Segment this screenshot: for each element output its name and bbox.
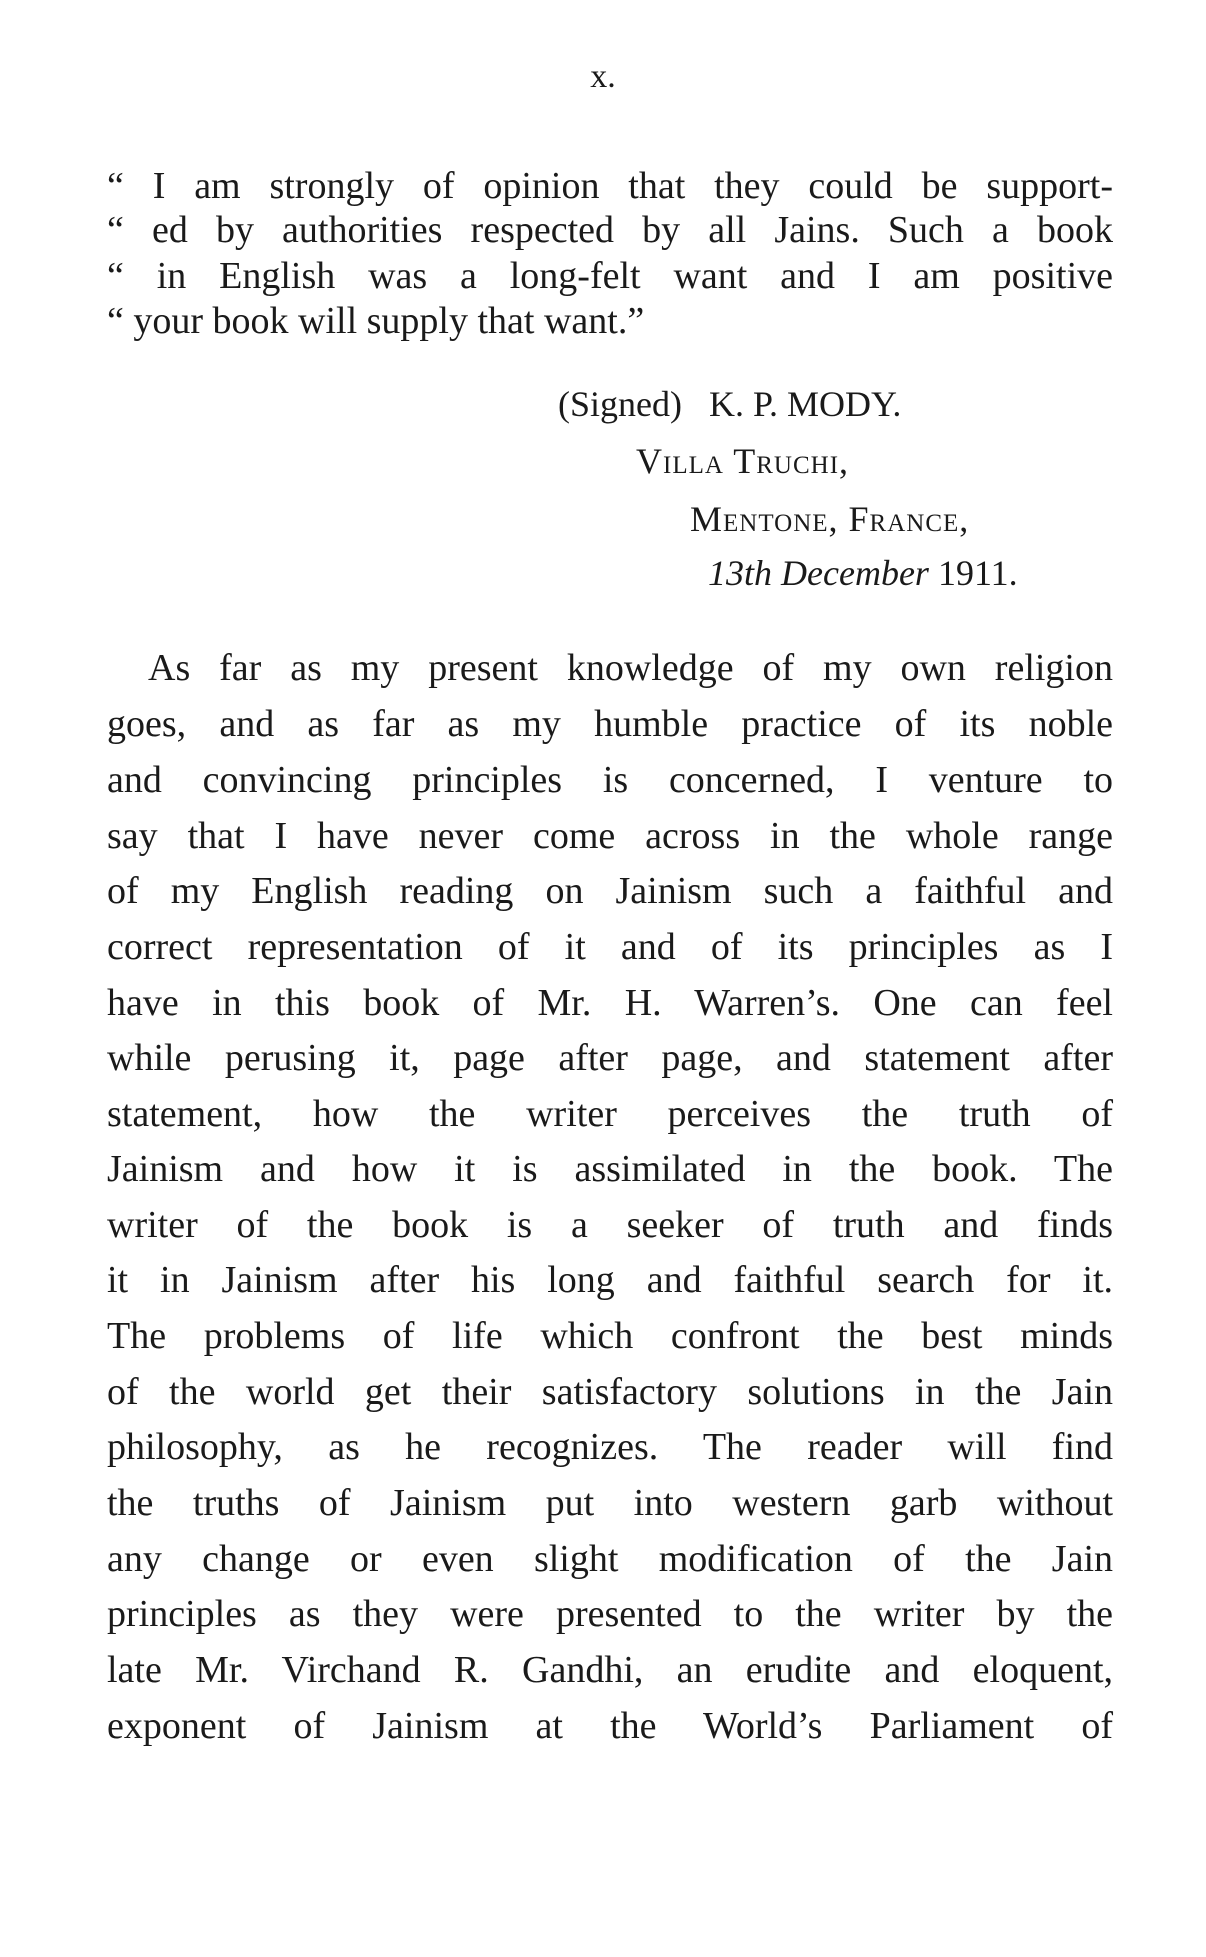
quote-line: “ your book will supply that want.” bbox=[107, 300, 645, 342]
address-line-1: Villa Truchi, bbox=[636, 441, 850, 481]
paragraph-line: it in Jainism after his long and faithful search for it. bbox=[107, 1259, 1113, 1301]
paragraph-line: say that I have never come across in the whole range bbox=[107, 815, 1113, 857]
signed-label: (Signed) bbox=[558, 384, 682, 424]
paragraph-line: goes, and as far as my humble practice of its noble bbox=[107, 703, 1113, 745]
address-line-2: Mentone, France, bbox=[690, 499, 970, 539]
date-month: December bbox=[781, 553, 929, 593]
paragraph-line: statement, how the writer perceives the truth of bbox=[107, 1093, 1113, 1135]
signatory-name: K. P. MODY. bbox=[708, 384, 902, 424]
quote-line: “ ed by authorities respected by all Jains. Such a book bbox=[107, 209, 1113, 251]
paragraph-line: correct representation of it and of its principles as I bbox=[107, 926, 1113, 968]
paragraph-line: principles as they were presented to the writer by the bbox=[107, 1593, 1113, 1635]
paragraph-line: and convincing principles is concerned, I venture to bbox=[107, 759, 1113, 801]
paragraph-line: As far as my present knowledge of my own religion bbox=[148, 647, 1113, 689]
paragraph-line: philosophy, as he recognizes. The reader will find bbox=[107, 1426, 1113, 1468]
paragraph-line: The problems of life which confront the best minds bbox=[107, 1315, 1113, 1357]
date-year: 1911. bbox=[937, 553, 1018, 593]
paragraph-line: of the world get their satisfactory solutions in the Jain bbox=[107, 1371, 1113, 1413]
paragraph-line: late Mr. Virchand R. Gandhi, an erudite and eloquent, bbox=[107, 1649, 1113, 1691]
paragraph-line: have in this book of Mr. H. Warren’s. One can feel bbox=[107, 982, 1113, 1024]
page-number: x. bbox=[590, 58, 616, 95]
signature-line bbox=[558, 383, 901, 425]
quote-line: “ in English was a long-felt want and I am positive bbox=[107, 255, 1113, 297]
paragraph-line: the truths of Jainism put into western garb without bbox=[107, 1482, 1113, 1524]
paragraph-line: writer of the book is a seeker of truth and finds bbox=[107, 1204, 1113, 1246]
paragraph-line: while perusing it, page after page, and statement after bbox=[107, 1037, 1113, 1079]
quote-line: “ I am strongly of opinion that they could be support- bbox=[107, 165, 1113, 207]
paragraph-line: Jainism and how it is assimilated in the book. The bbox=[107, 1148, 1113, 1190]
paragraph-line: of my English reading on Jainism such a faithful and bbox=[107, 870, 1113, 912]
paragraph-line: exponent of Jainism at the World’s Parliament of bbox=[107, 1705, 1113, 1747]
date-day: 13th bbox=[708, 553, 773, 593]
date-line bbox=[708, 552, 1018, 594]
paragraph-line: any change or even slight modification of the Jain bbox=[107, 1538, 1113, 1580]
